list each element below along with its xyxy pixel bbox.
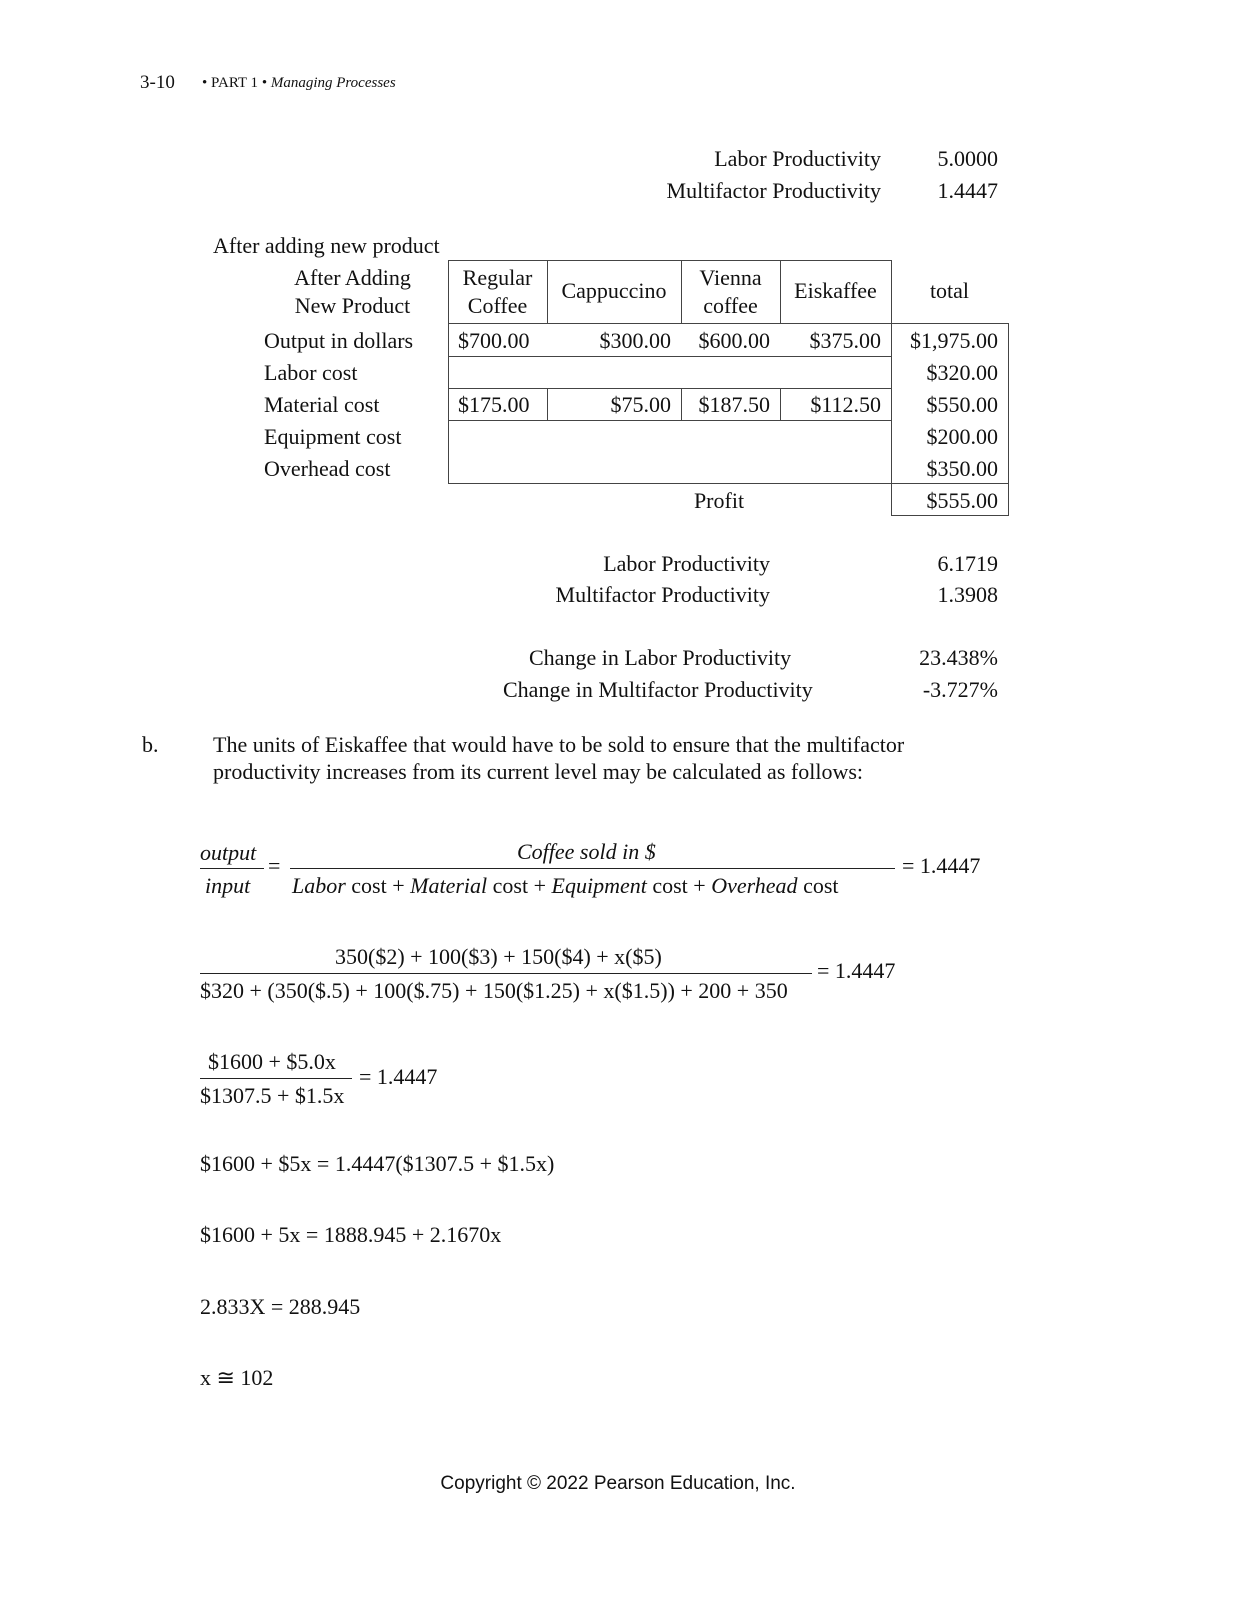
profit-label: Profit xyxy=(693,488,745,513)
output-vienna-coffee: $600.00 xyxy=(698,328,770,353)
col-header-vienna-coffee-2: coffee xyxy=(703,293,758,318)
equation-6: 2.833X = 288.945 xyxy=(200,1294,361,1319)
col-header-total: total xyxy=(929,278,970,303)
row-label-overhead: Overhead cost xyxy=(264,456,391,481)
eq1-left-numerator: output xyxy=(200,840,257,865)
eq3-denominator: $1307.5 + $1.5x xyxy=(200,1083,345,1108)
section-title: After adding new product xyxy=(213,233,440,258)
col-header-vienna-coffee-1: Vienna xyxy=(699,265,762,290)
col-header-cappuccino: Cappuccino xyxy=(561,278,667,303)
eq1-result: = 1.4447 xyxy=(902,853,981,878)
change-labor-label: Change in Labor Productivity xyxy=(529,645,792,670)
material-cappuccino: $75.00 xyxy=(610,392,671,417)
running-header: • PART 1 • Managing Processes xyxy=(202,75,396,91)
before-multifactor-productivity-value: 1.4447 xyxy=(937,178,998,203)
eq2-numerator: 350($2) + 100($3) + 150($4) + x($5) xyxy=(335,944,662,969)
change-multifactor-value: -3.727% xyxy=(922,677,998,702)
col-header-regular-coffee-1: Regular xyxy=(462,265,533,290)
row-label-material: Material cost xyxy=(264,392,380,417)
row-label-labor: Labor cost xyxy=(264,360,358,385)
after-labor-productivity-value: 6.1719 xyxy=(937,551,998,576)
part-b-marker: b. xyxy=(142,732,159,757)
before-multifactor-productivity-label: Multifactor Productivity xyxy=(666,178,881,203)
after-labor-productivity-label: Labor Productivity xyxy=(603,551,770,576)
corner-label-line2: New Product xyxy=(294,293,411,318)
eq1-equals: = xyxy=(268,853,281,878)
eq1-numerator: Coffee sold in $ xyxy=(517,839,656,864)
part-b-text-line1: The units of Eiskaffee that would have to be sold to ensure that the multifactor xyxy=(213,732,905,757)
page-number: 3-10 xyxy=(140,72,175,93)
before-labor-productivity-label: Labor Productivity xyxy=(714,146,881,171)
before-labor-productivity-value: 5.0000 xyxy=(937,146,998,171)
col-header-eiskaffee: Eiskaffee xyxy=(794,278,877,303)
corner-label-line1: After Adding xyxy=(294,265,411,290)
equipment-total: $200.00 xyxy=(926,424,998,449)
equation-5: $1600 + 5x = 1888.945 + 2.1670x xyxy=(200,1222,502,1247)
profit-value: $555.00 xyxy=(926,488,998,513)
change-multifactor-label: Change in Multifactor Productivity xyxy=(503,677,813,702)
overhead-total: $350.00 xyxy=(926,456,998,481)
output-cappuccino: $300.00 xyxy=(599,328,671,353)
eq3-numerator: $1600 + $5.0x xyxy=(208,1049,336,1074)
header-bullet: • xyxy=(202,75,208,91)
copyright-footer: Copyright © 2022 Pearson Education, Inc. xyxy=(440,1473,796,1494)
header-subtitle: Managing Processes xyxy=(270,75,396,91)
labor-total: $320.00 xyxy=(926,360,998,385)
eq3-result: = 1.4447 xyxy=(359,1064,438,1089)
header-part: PART 1 xyxy=(211,75,259,91)
material-vienna-coffee: $187.50 xyxy=(698,392,770,417)
eq1-left-denominator: input xyxy=(205,873,251,898)
row-label-equipment: Equipment cost xyxy=(264,424,402,449)
after-multifactor-productivity-label: Multifactor Productivity xyxy=(555,582,770,607)
eq1-denominator: Labor cost + Material cost + Equipment cost + Overhead cost xyxy=(292,873,839,898)
col-header-regular-coffee-2: Coffee xyxy=(467,293,528,318)
after-multifactor-productivity-value: 1.3908 xyxy=(937,582,998,607)
material-total: $550.00 xyxy=(926,392,998,417)
material-regular-coffee: $175.00 xyxy=(458,392,530,417)
eq2-result: = 1.4447 xyxy=(817,958,896,983)
output-total: $1,975.00 xyxy=(910,328,998,353)
output-regular-coffee: $700.00 xyxy=(458,328,530,353)
row-label-output: Output in dollars xyxy=(264,328,414,353)
change-labor-value: 23.438% xyxy=(919,645,998,670)
output-eiskaffee: $375.00 xyxy=(809,328,881,353)
part-b-text-line2: productivity increases from its current level may be calculated as follows: xyxy=(213,759,863,784)
equation-4: $1600 + $5x = 1.4447($1307.5 + $1.5x) xyxy=(200,1151,555,1176)
equation-7: x ≅ 102 xyxy=(200,1365,274,1390)
eq2-denominator: $320 + (350($.5) + 100($.75) + 150($1.25) + x($1.5)) + 200 + 350 xyxy=(200,978,788,1003)
material-eiskaffee: $112.50 xyxy=(810,392,881,417)
